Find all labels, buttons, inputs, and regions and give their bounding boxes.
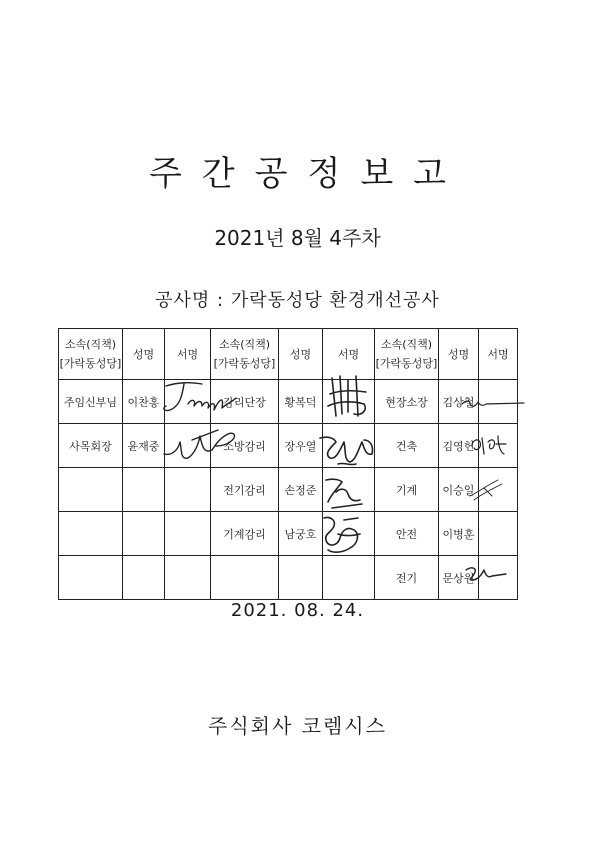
name-cell	[279, 556, 323, 600]
signature-cell	[479, 556, 518, 600]
name-cell: 이찬홍	[123, 380, 165, 424]
document-title: 주간공정보고	[148, 154, 467, 194]
table-row	[59, 468, 518, 512]
name-cell: 윤재중	[123, 424, 165, 468]
signature-table	[58, 328, 518, 600]
signature-cell	[479, 512, 518, 556]
role-cell	[211, 556, 279, 600]
role-cell: 전기	[375, 556, 439, 600]
role-cell	[59, 512, 123, 556]
role-cell: 소방감리	[211, 424, 279, 468]
signature-cell	[323, 468, 375, 512]
signature-cell	[323, 512, 375, 556]
role-cell: 사목회장	[59, 424, 123, 468]
header-name: 성명	[279, 329, 323, 380]
name-cell	[123, 468, 165, 512]
name-cell: 장우열	[279, 424, 323, 468]
header-affiliation	[375, 329, 439, 380]
header-signature: 서명	[165, 329, 211, 380]
name-cell: 이승일	[439, 468, 479, 512]
signature-cell	[165, 380, 211, 424]
header-affiliation-line2: [가락동성당]	[375, 357, 438, 370]
header-affiliation-line2: [가락동성당]	[213, 357, 276, 370]
signature-cell	[165, 424, 211, 468]
signature-cell	[165, 468, 211, 512]
signature-cell	[165, 556, 211, 600]
header-affiliation-line1: 소속(직책)	[64, 338, 117, 351]
header-affiliation	[59, 329, 123, 380]
role-cell: 감리단장	[211, 380, 279, 424]
name-cell	[123, 556, 165, 600]
report-week: 2021년 8월 4주차	[214, 226, 381, 250]
table-row	[59, 424, 518, 468]
company-name: 주식회사 코렘시스	[208, 714, 387, 738]
header-name: 성명	[439, 329, 479, 380]
role-cell: 기계감리	[211, 512, 279, 556]
name-cell: 황복덕	[279, 380, 323, 424]
role-cell	[59, 556, 123, 600]
table-row	[59, 512, 518, 556]
name-cell: 남궁호	[279, 512, 323, 556]
role-cell	[59, 468, 123, 512]
role-cell: 기계	[375, 468, 439, 512]
name-cell	[123, 512, 165, 556]
table-row	[59, 380, 518, 424]
role-cell: 전기감리	[211, 468, 279, 512]
header-signature: 서명	[323, 329, 375, 380]
header-affiliation-line2: [가락동성당]	[59, 357, 122, 370]
table-row	[59, 556, 518, 600]
name-cell: 김영헌	[439, 424, 479, 468]
role-cell: 건축	[375, 424, 439, 468]
signature-cell	[323, 380, 375, 424]
signature-cell	[479, 424, 518, 468]
signature-cell	[323, 424, 375, 468]
name-cell: 문상원	[439, 556, 479, 600]
signature-cell	[479, 380, 518, 424]
role-cell: 주임신부님	[59, 380, 123, 424]
report-date: 2021. 08. 24.	[230, 600, 365, 621]
header-affiliation	[211, 329, 279, 380]
name-cell: 손정준	[279, 468, 323, 512]
project-name: 공사명 : 가락동성당 환경개선공사	[155, 290, 440, 311]
header-affiliation-line1: 소속(직책)	[380, 338, 433, 351]
name-cell: 김상철	[439, 380, 479, 424]
role-cell: 안전	[375, 512, 439, 556]
signature-cell	[323, 556, 375, 600]
name-cell: 이병훈	[439, 512, 479, 556]
header-signature: 서명	[479, 329, 518, 380]
role-cell: 현장소장	[375, 380, 439, 424]
signature-cell	[479, 468, 518, 512]
header-affiliation-line1: 소속(직책)	[218, 338, 271, 351]
header-name: 성명	[123, 329, 165, 380]
header-row	[59, 329, 518, 380]
signature-cell	[165, 512, 211, 556]
